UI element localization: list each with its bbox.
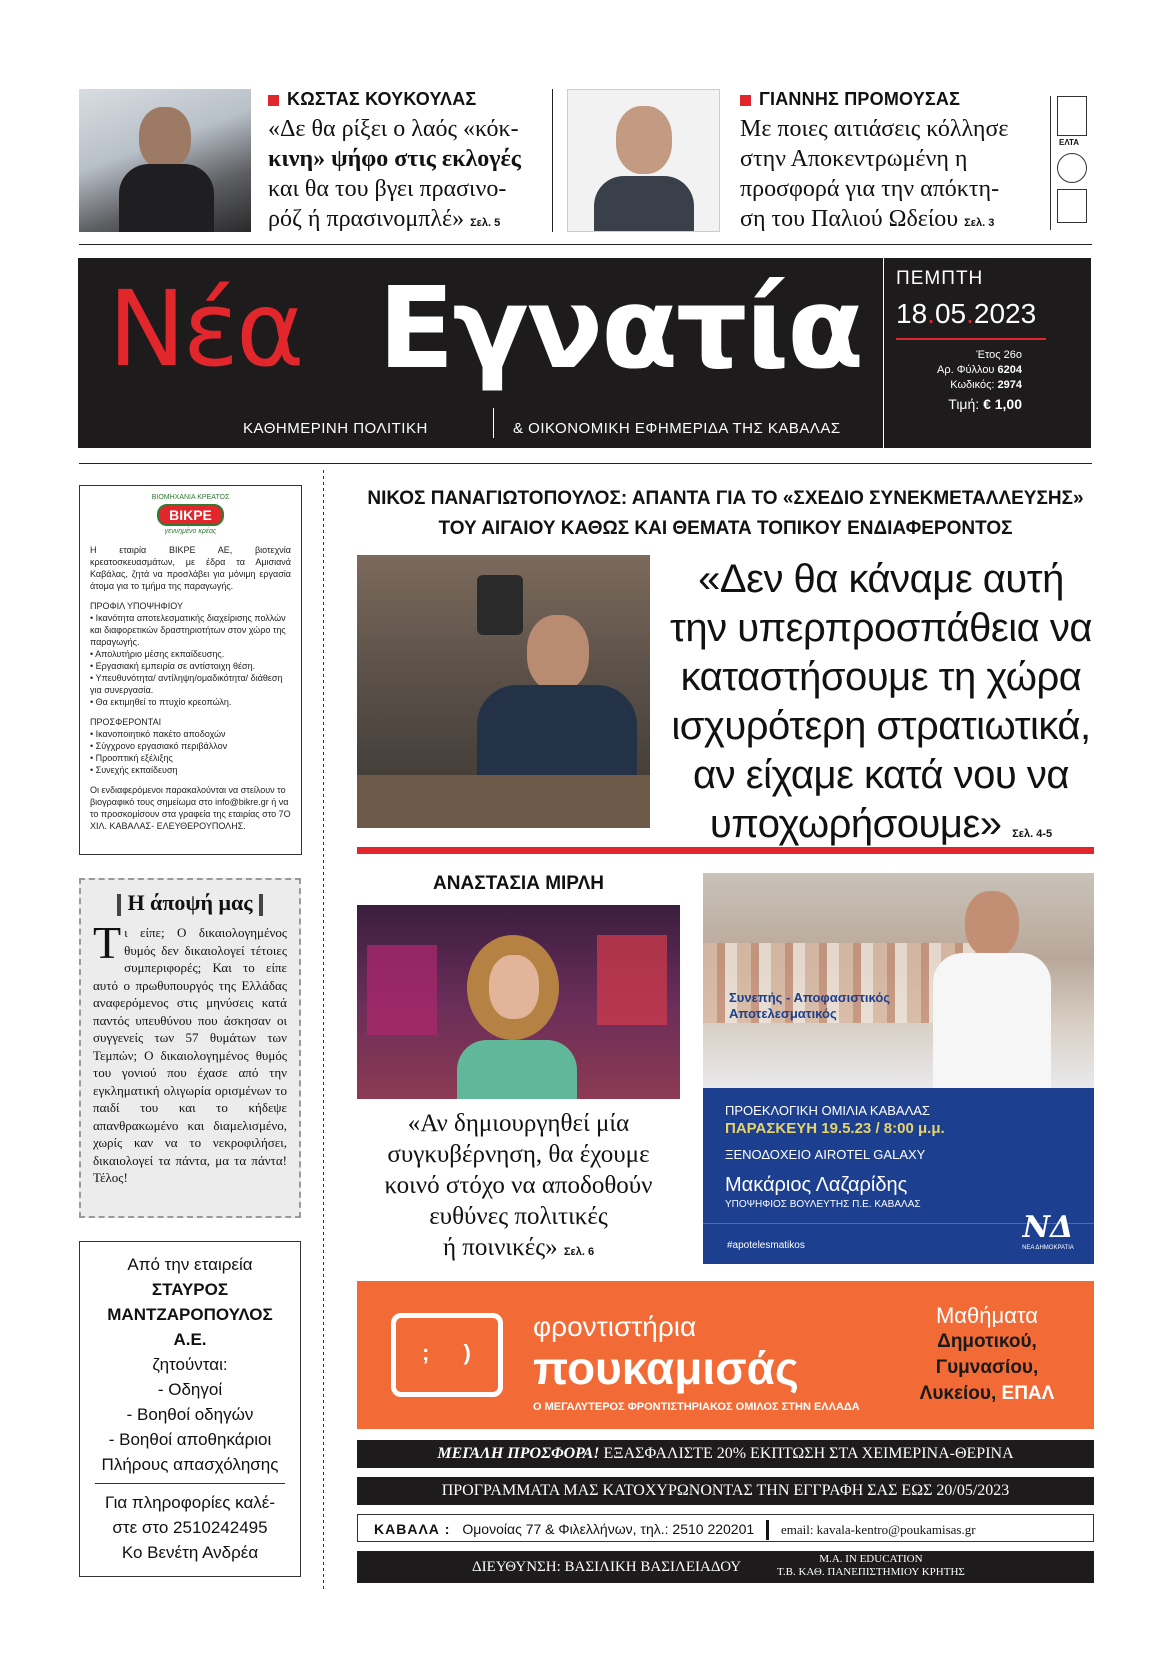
teaser-right-kicker: ΓΙΑΝΝΗΣ ΠΡΟΜΟΥΣΑΣ xyxy=(740,89,1030,110)
masthead-subtitle-right: & ΟΙΚΟΝΟΜΙΚΗ ΕΦΗΜΕΡΙΔΑ ΤΗΣ ΚΑΒΑΛΑΣ xyxy=(513,420,841,437)
nd-ad-hashtag: #apotelesmatikos xyxy=(727,1240,805,1251)
logo-egnatia: Εγνατία xyxy=(378,264,863,394)
masthead-issue: Αρ. Φύλλου 6204 xyxy=(936,364,1022,376)
nd-ad-details: ΠΡΟΕΚΛΟΓΙΚΗ ΟΜΙΛΙΑ ΚΑΒΑΛΑΣ ΠΑΡΑΣΚΕΥΗ 19.5.23 / 8:00 μ.μ. ΞΕΝΟΔΟΧΕΙΟ AIROTEL GALAXY Μακάριος Λαζαρίδης ΥΠΟΨΗΦΙΟΣ ΒΟΥΛΕΥΤΗΣ Π.Ε. ΚΑΒΑΛΑΣ xyxy=(725,1103,945,1210)
mirli-story-page: Σελ. 6 xyxy=(563,1246,595,1258)
poukamisas-logo-icon: ; ) xyxy=(391,1313,503,1397)
main-headline[interactable]: ΝΙΚΟΣ ΠΑΝΑΓΙΩΤΟΠΟΥΛΟΣ: ΑΠΑΝΤΑ ΓΙΑ ΤΟ «ΣΧΕΔΙΟ ΣΥΝΕΚΜΕΤΑΛΛΕΥΣΗΣ» ΤΟΥ ΑΙΓΑΙΟΥ ΚΑΘΩΣ ΚΑΙ ΘΕΜΑΤΑ ΤΟΠΙΚΟΥ ΕΝΔΙΑΦΕΡΟΝΤΟΣ xyxy=(367,488,1084,539)
vikre-offer-list: • Ικανοποιητικό πακέτο αποδοχών • Σύγχρονο εργασιακό περιβάλλον • Προοπτική εξέλιξης • Συνεχής εκπαίδευση xyxy=(90,729,228,775)
poukamisas-ad[interactable] xyxy=(357,1281,1094,1429)
teaser-left-text: «Δε θα ρίξει ο λαός «κόκ- κινη» ψήφο στις εκλογές και θα του βγει πρασινο- ρόζ ή πρασινομπλέ» Σελ. 5 xyxy=(268,116,521,232)
nd-ad-slogan: Συνεπής - Αποφασιστικός Αποτελεσματικός xyxy=(729,990,891,1021)
poukamisas-line2: πουκαμισάς xyxy=(533,1342,799,1394)
nd-campaign-ad[interactable] xyxy=(703,873,1094,1264)
vikre-intro: Η εταιρία ΒΙΚΡΕ ΑΕ, βιοτεχνία κρεατοσκευασμάτων, με έδρα τα Αμισιανά Καβάλας, ζητά να προσλάβει για μόνιμη εργασία άτομα για το τμήμα της παραγωγής. xyxy=(90,545,291,591)
vikre-logo: ΒΙΚΡΕ xyxy=(157,504,224,526)
mirli-photo xyxy=(357,905,680,1099)
poukamisas-tag: Ο ΜΕΓΑΛΥΤΕΡΟΣ ΦΡΟΝΤΙΣΤΗΡΙΑΚΟΣ ΟΜΙΛΟΣ ΣΤΗΝ ΕΛΛΑΔΑ xyxy=(533,1401,860,1413)
mantzaropoulos-ad[interactable]: Από την εταιρεία ΣΤΑΥΡΟΣ ΜΑΝΤΖΑΡΟΠΟΥΛΟΣ Α.Ε. ζητούνται: - Οδηγοί - Βοηθοί οδηγών - Βοηθοί αποθηκάριοι Πλήρους απασχόλησης Για πληροφορίες καλέ- στε στο 2510242495 Κο Βενέτη Ανδρέα xyxy=(79,1241,301,1577)
koukoulas-photo xyxy=(79,89,251,232)
teaser-left[interactable] xyxy=(268,89,538,238)
vikre-profile-list: • Ικανότητα αποτελεσματικής διαχείρισης πολλών και διαφορετικών δραστηριοτήτων στον χώρο της παραγωγής. • Απολυτήριο μέσης εκπαίδευσης. • Εργασιακή εμπειρία σε αντίστοιχη θέση. • Υπευθυνότητα/ αντίληψη/ομαδικότητα/ διάθεση για συνεργασία. • Θα εκτιμηθεί το πτυχίο κρεοπώλη. xyxy=(90,613,286,707)
nd-logo: ΝΔ ΝΕΑ ΔΗΜΟΚΡΑΤΙΑ xyxy=(1022,1210,1074,1251)
vikre-profile-title: ΠΡΟΦΙΛ ΥΠΟΨΗΦΙΟΥ xyxy=(90,601,183,611)
opinion-box xyxy=(79,878,301,1218)
vikre-offer-title: ΠΡΟΣΦΕΡΟΝΤΑΙ xyxy=(90,717,162,727)
promousas-photo xyxy=(567,89,720,232)
poukamisas-offer-bar: ΜΕΓΑΛΗ ΠΡΟΣΦΟΡΑ! ΕΞΑΣΦΑΛΙΣΤΕ 20% ΕΚΠΤΩΣΗ ΣΤΑ ΧΕΙΜΕΡΙΝΑ-ΘΕΡΙΝΑ xyxy=(357,1440,1094,1468)
vikre-tagline: γεννημένο κρέας xyxy=(164,528,217,535)
masthead-price: Τιμή: € 1,00 xyxy=(948,396,1022,412)
poukamisas-line1: φροντιστήρια xyxy=(533,1311,697,1342)
opinion-dropcap: Τ xyxy=(93,917,122,968)
main-quote[interactable]: «Δεν θα κάναμε αυτή την υπερπροσπάθεια να καταστήσουμε τη χώρα ισχυρότερη στρατιωτικά, αν είχαμε κατά νου να υποχωρήσουμε» Σελ. 4-5 xyxy=(670,557,1092,846)
masthead-date: 18.05.2023 xyxy=(896,298,1037,329)
nd-ad-photo xyxy=(703,873,1094,1088)
mirli-kicker: ΑΝΑΣΤΑΣΙΑ ΜΙΡΛΗ xyxy=(433,873,604,894)
masthead-subtitle-left: ΚΑΘΗΜΕΡΙΝΗ ΠΟΛΙΤΙΚΗ xyxy=(243,420,428,437)
masthead-code: Κωδικός: 2974 xyxy=(950,379,1022,391)
main-story-page: Σελ. 4-5 xyxy=(1012,828,1053,840)
mirli-quote[interactable]: «Αν δημιουργηθεί μία συγκυβέρνηση, θα έχουμε κοινό στόχο να αποδοθούν ευθύνες πολιτικές ή ποινικές» Σελ. 6 xyxy=(384,1110,653,1261)
opinion-text: Τι είπε; Ο δικαιολογημένος θυμός δεν δικαιολογεί τέτοιες συμπεριφορές; Και το είπε αυτό ο πρωθυπουργός της Ελλάδας αναφερόμενος στις μηνύσεις κατά παντός υπευθύνου που άσκησαν οι συγγενείς των 57 θυμάτων των Τεμπών; Ο δικαιολογημένος θυμός του γονιού που έχασε από την εγκληματική ολιγωρία ορισμένων το παιδί του και το κήδεψε απανθρακωμένο και διαμελισμένο, χωρίς καν να το νεκροφιλήσει, δικαιολογεί τα πάντα, μα τα πάντα! Τέλος! xyxy=(93,917,287,1185)
vikre-ad[interactable] xyxy=(79,485,302,855)
panagiotopoulos-photo xyxy=(357,555,650,828)
masthead-date-box xyxy=(896,268,1076,412)
column-divider xyxy=(323,470,324,1590)
teaser-right-text: Με ποιες αιτιάσεις κόλλησε στην Αποκεντρωμένη η προσφορά για την απόκτη- ση του Παλιού Ωδείου Σελ. 3 xyxy=(740,116,1009,232)
logo-nea: Νέα xyxy=(108,268,302,390)
opinion-title: Η άποψή μας xyxy=(93,890,287,916)
teaser-right-page: Σελ. 3 xyxy=(964,217,995,229)
vikre-outro: Οι ενδιαφερόμενοι παρακαλούνται να στείλουν το βιογραφικό τους σημείωμα στο info@bikre.gr ή να το προσκομίσουν στα γραφεία της εταιρίας στο 7Ο ΧΙΛ. ΚΑΒΑΛΑΣ- ΕΛΕΥΘΕΡΟΥΠΟΛΗΣ. xyxy=(90,785,291,831)
poukamisas-programs-bar: ΠΡΟΓΡΑΜΜΑΤΑ ΜΑΣ ΚΑΤΟΧΥΡΩΝΟΝΤΑΣ ΤΗΝ ΕΓΓΡΑΦΗ ΣΑΣ ΕΩΣ 20/05/2023 xyxy=(357,1477,1094,1505)
vikre-brand-top: ΒΙΟΜΗΧΑΝΙΑ ΚΡΕΑΤΟΣ xyxy=(151,494,230,501)
teaser-right[interactable] xyxy=(740,89,1030,238)
masthead-day: ΠΕΜΠΤΗ xyxy=(896,268,984,289)
masthead-year: Έτος 26ο xyxy=(976,349,1022,361)
poukamisas-director-bar: ΔΙΕΥΘΥΝΣΗ: ΒΑΣΙΛΙΚΗ ΒΑΣΙΛΕΙΑΔΟΥ M.A. IN EDUCATION Τ.Β. ΚΑΘ. ΠΑΝΕΠΙΣΤΗΜΙΟΥ ΚΡΗΤΗΣ xyxy=(357,1551,1094,1583)
masthead xyxy=(78,258,1091,448)
teaser-left-kicker: ΚΩΣΤΑΣ ΚΟΥΚΟΥΛΑΣ xyxy=(268,89,538,110)
elta-stamp: ΕΛΤΑ xyxy=(1050,96,1094,230)
poukamisas-lessons: Μαθήματα Δημοτικού, Γυμνασίου, Λυκείου, ΕΠΑΛ xyxy=(919,1303,1055,1404)
poukamisas-address-bar: ΚΑΒΑΛΑ : Ομονοίας 77 & Φιλελλήνων, τηλ.: 2510 220201 email: kavala-kentro@poukamisas.gr xyxy=(357,1514,1094,1542)
teaser-left-page: Σελ. 5 xyxy=(470,217,501,229)
red-divider xyxy=(357,847,1094,854)
